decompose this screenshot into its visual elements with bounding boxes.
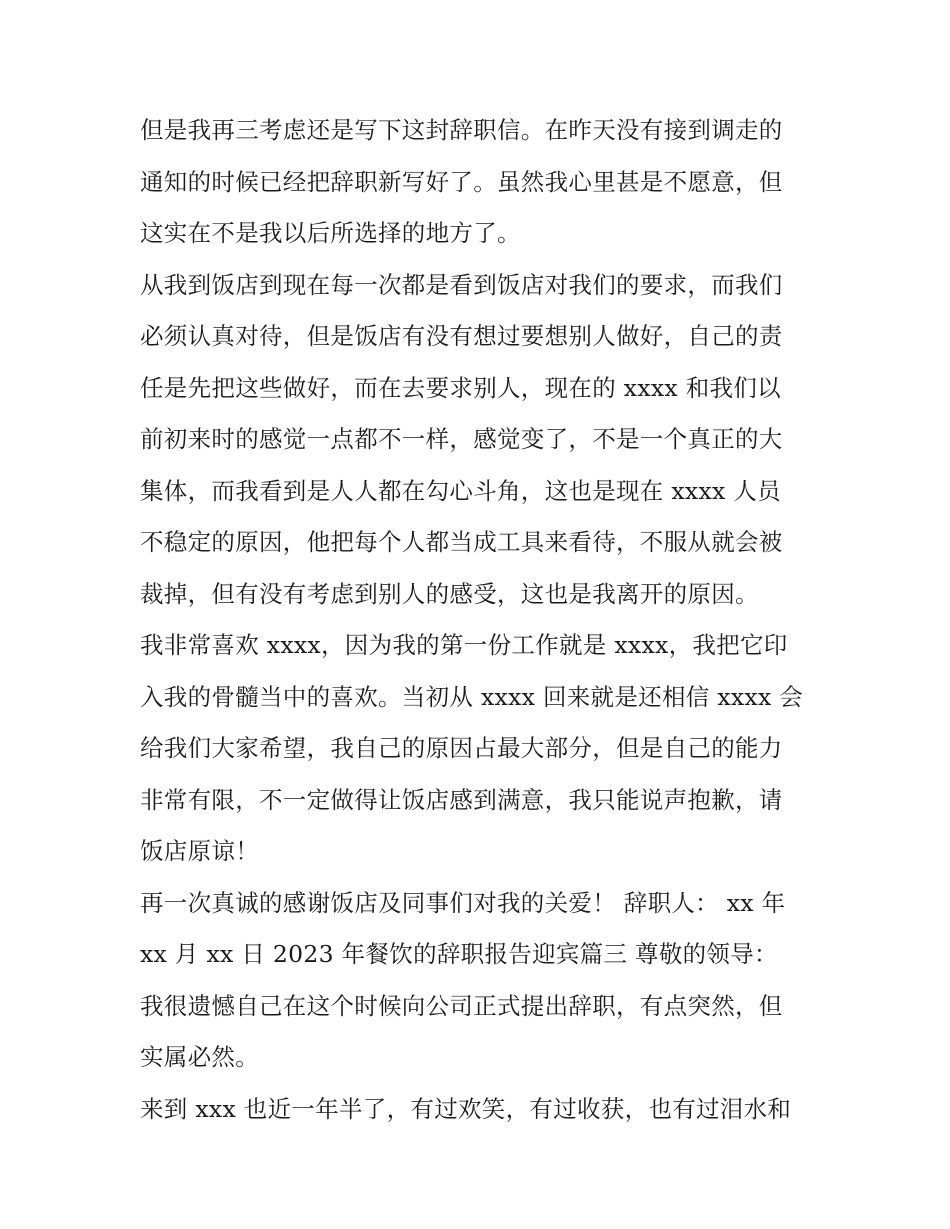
text-line: 入我的骨髓当中的喜欢。当初从 xxxx 回来就是还相信 xxxx 会 bbox=[140, 682, 804, 711]
text-line: 我非常喜欢 xxxx，因为我的第一份工作就是 xxxx，我把它印 bbox=[140, 631, 788, 659]
text-line: 我很遗憾自己在这个时候向公司正式提出辞职，有点突然，但 bbox=[140, 991, 783, 1020]
text-line: 实属必然。 bbox=[140, 1043, 259, 1071]
text-line: 非常有限，不一定做得让饭店感到满意，我只能说声抱歉，请 bbox=[140, 785, 783, 814]
text-line: 从我到饭店到现在每一次都是看到饭店对我们的要求，而我们 bbox=[140, 270, 783, 299]
text-line: 但是我再三考虑还是写下这封辞职信。在昨天没有接到调走的 bbox=[140, 116, 783, 144]
text-line: 通知的时候已经把辞职新写好了。虽然我心里甚是不愿意，但 bbox=[140, 167, 783, 196]
text-line: xx 月 xx 日 2023 年餐饮的辞职报告迎宾篇三 尊敬的领导： bbox=[140, 940, 778, 968]
text-line: 裁掉，但有没有考虑到别人的感受，这也是我离开的原因。 bbox=[140, 579, 759, 608]
text-line: 给我们大家希望，我自己的原因占最大部分，但是自己的能力 bbox=[140, 734, 783, 762]
text-line: 任是先把这些做好，而在去要求别人，现在的 xxxx 和我们以 bbox=[140, 373, 781, 402]
text-line: 集体，而我看到是人人都在勾心斗角，这也是现在 xxxx 人员 bbox=[140, 476, 781, 505]
text-line: 不稳定的原因，他把每个人都当成工具来看待，不服从就会被 bbox=[140, 528, 783, 556]
document-body bbox=[140, 105, 820, 1135]
text-line: 再一次真诚的感谢饭店及同事们对我的关爱！ 辞职人： xx 年 bbox=[140, 888, 786, 917]
text-line: 必须认真对待，但是饭店有没有想过要想别人做好，自己的责 bbox=[140, 322, 783, 350]
text-line: 前初来时的感觉一点都不一样，感觉变了，不是一个真正的大 bbox=[140, 425, 783, 453]
text-line: 饭店原谅！ bbox=[140, 837, 259, 865]
text-line: 来到 xxx 也近一年半了，有过欢笑，有过收获，也有过泪水和 bbox=[140, 1094, 792, 1123]
text-line: 这实在不是我以后所选择的地方了。 bbox=[140, 219, 521, 247]
